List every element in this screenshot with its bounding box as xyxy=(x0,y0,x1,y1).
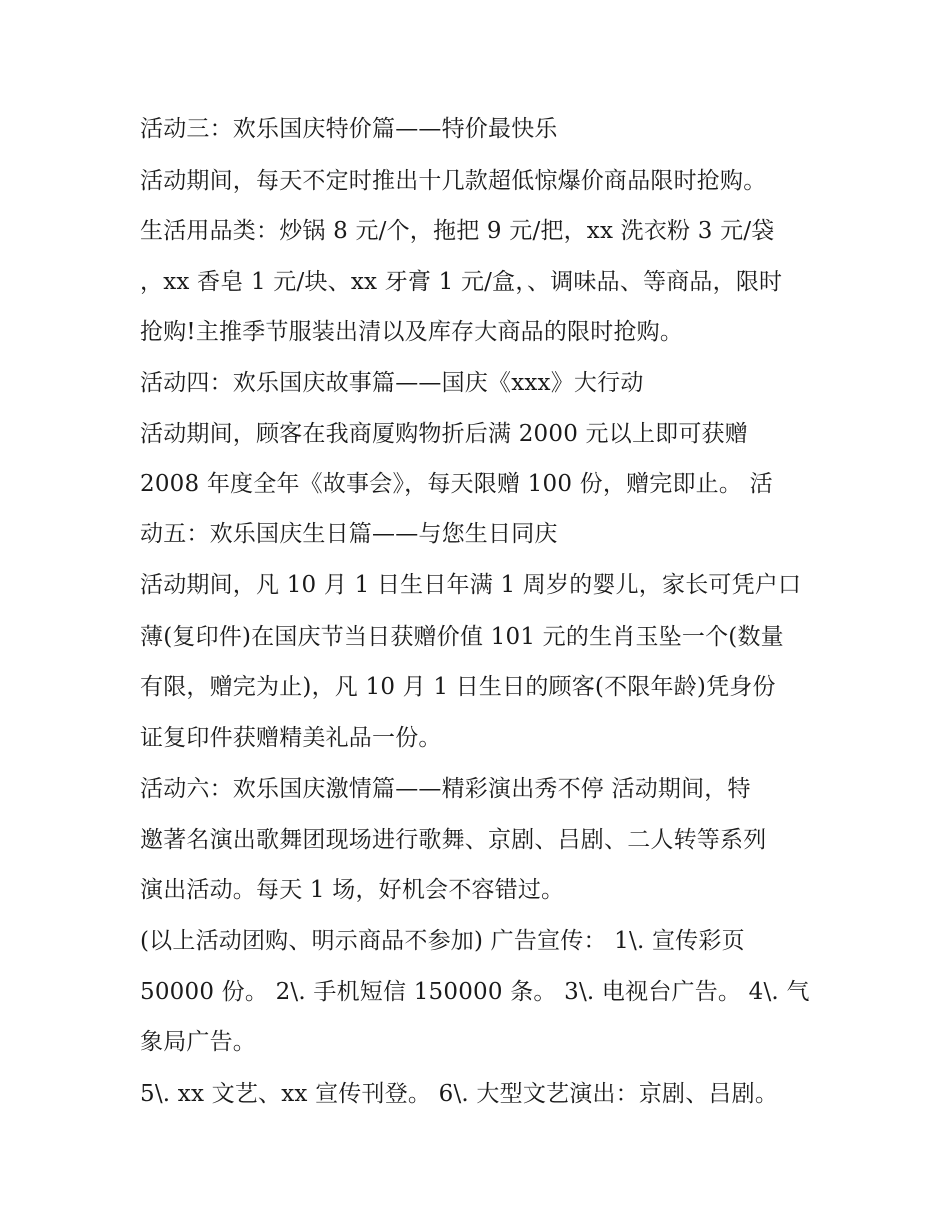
text-line: 抢购!主推季节服装出清以及库存大商品的限时抢购。 xyxy=(140,319,684,345)
text-line: 邀著名演出歌舞团现场进行歌舞、京剧、吕剧、二人转等系列 xyxy=(140,827,767,853)
text-line: (以上活动团购、明示商品不参加) 广告宣传： 1\. 宣传彩页 xyxy=(140,928,745,954)
text-line: 动五：欢乐国庆生日篇——与您生日同庆 xyxy=(140,521,558,547)
text-line: 有限，赠完为止)，凡 10 月 1 日生日的顾客(不限年龄)凭身份 xyxy=(140,674,776,700)
text-line: 活动四：欢乐国庆故事篇——国庆《xxx》大行动 xyxy=(140,370,644,396)
text-line: 活动六：欢乐国庆激情篇——精彩演出秀不停 活动期间，特 xyxy=(140,776,751,802)
text-line: 薄(复印件)在国庆节当日获赠价值 101 元的生肖玉坠一个(数量 xyxy=(140,624,784,650)
text-line: 5\. xx 文艺、xx 宣传刊登。 6\. 大型文艺演出：京剧、吕剧。 xyxy=(140,1081,779,1107)
text-line: 活动期间，每天不定时推出十几款超低惊爆价商品限时抢购。 xyxy=(140,168,767,194)
text-line: 活动期间，顾客在我商厦购物折后满 2000 元以上即可获赠 xyxy=(140,421,748,447)
text-line: ，xx 香皂 1 元/块、xx 牙膏 1 元/盒，、调味品、等商品，限时 xyxy=(140,269,783,295)
text-line: 活动期间，凡 10 月 1 日生日年满 1 周岁的婴儿，家长可凭户口 xyxy=(140,572,802,598)
text-line: 50000 份。 2\. 手机短信 150000 条。 3\. 电视台广告。 4\. 气 xyxy=(140,979,810,1005)
text-line: 2008 年度全年《故事会》，每天限赠 100 份，赠完即止。 活 xyxy=(140,471,773,497)
text-line: 证复印件获赠精美礼品一份。 xyxy=(140,725,442,751)
text-line: 演出活动。每天 1 场，好机会不容错过。 xyxy=(140,877,565,903)
text-line: 象局广告。 xyxy=(140,1029,256,1055)
text-line: 活动三：欢乐国庆特价篇——特价最快乐 xyxy=(140,116,558,142)
text-line: 生活用品类：炒锅 8 元/个，拖把 9 元/把，xx 洗衣粉 3 元/袋 xyxy=(140,218,775,244)
